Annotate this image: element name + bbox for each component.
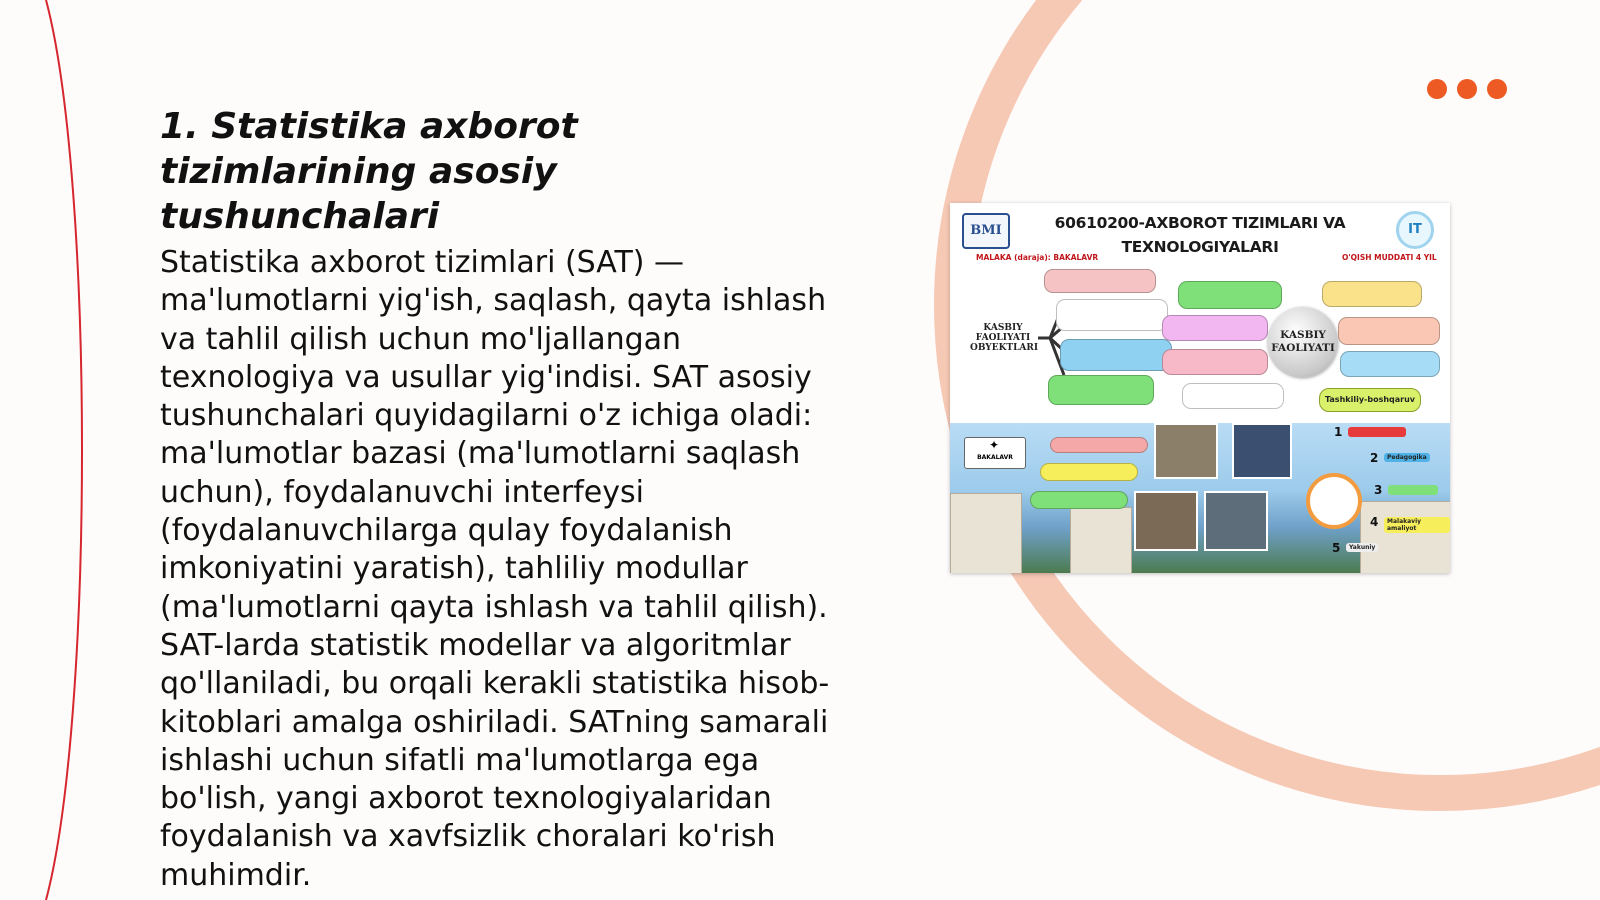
dots-menu-icon [1427,79,1507,99]
poster-title: 60610200-AXBOROT TIZIMLARI VA TEXNOLOGIYALARI [1054,214,1346,256]
pill-shape [1162,315,1268,341]
pill-shape [1178,281,1282,309]
program-poster-image [950,203,1450,573]
pill-shape [1056,299,1168,331]
qualification-label: MALAKA (daraja): BAKALAVR [976,253,1099,262]
photo-devices [1204,491,1268,551]
pill-shape [1162,349,1268,375]
dot [1487,79,1507,99]
building-shape [1360,501,1450,573]
university-logo: BMI [962,213,1010,249]
pill-shape [1050,437,1148,453]
slide-title: 1. Statistika axborot tizimlarining asosiy tushunchalari [160,106,578,237]
step-number: 1 [1334,425,1343,439]
step-label [1348,427,1406,437]
bakalavr-label: BAKALAVR [977,454,1013,461]
it-logo-icon: IT [1396,211,1434,249]
building-shape [950,493,1022,573]
left-accent-line [46,0,82,900]
runner-icon: ✦ [989,438,1000,452]
photo-students [1154,423,1218,479]
pill-shape [1338,317,1440,345]
steps-circle [1306,473,1362,529]
slide-body-text: Statistika axborot tizimlari (SAT) — ma'lumotlarni yig'ish, saqlash, qayta ishlash va tahlil qilish uchun mo'ljallangan texnologiya va usullar yig'indisi. SAT asosiy tushunchalari quyidagilarni o'z ichiga oladi: ma'lumotlar bazasi (ma'lumotlarni saqlash uchun), foydalanuvchi interfeysi (foydalanuvchilarga qulay foydalanish imkoniyatini yaratish), tahliliy modullar (ma'lumotlarni qayta ishlash va tahlil qilish). SAT-larda statistik modellar va algoritmlar qo'llaniladi, bu orqali kerakli statistika hisob-kitoblari amalga oshiriladi. SATning samarali ishlashi uchun sifatli ma'lumotlarga ega bo'lish, yangi axborot texnologiyalaridan foydalanish va xavfsizlik choralari ko'rish muhimdir. [160,245,830,893]
pill-shape [1322,281,1422,307]
pill-shape [1040,463,1138,481]
pill-shape [1182,383,1284,409]
dot [1427,79,1447,99]
building-shape [1070,507,1132,573]
step-number: 4 [1370,515,1379,529]
study-period-label: O'QISH MUDDATI 4 YIL [1342,253,1437,262]
step-label: Pedagogika [1384,453,1430,462]
pill-shape [1030,491,1128,509]
pill-shape [1340,351,1440,377]
step-label [1388,485,1438,495]
step-label: Malakaviy amaliyot [1384,517,1450,533]
dot [1457,79,1477,99]
center-circle: KASBIY FAOLIYATI [1268,307,1338,377]
tag-pill: Tashkiliy-boshqaruv [1319,388,1421,412]
step-number: 2 [1370,451,1379,465]
step-label: Yakuniy [1346,543,1378,552]
photo-lab [1134,491,1198,551]
pill-shape [1044,269,1156,293]
pill-shape [1048,375,1154,405]
objects-label: KASBIY FAOLIYATI OBYEKTLARI [970,323,1039,353]
step-number: 3 [1374,483,1383,497]
bakalavr-badge [964,437,1026,469]
campus-strip [950,423,1450,573]
step-number: 5 [1332,541,1341,555]
photo-computer [1232,423,1292,479]
pill-shape [1060,339,1172,371]
